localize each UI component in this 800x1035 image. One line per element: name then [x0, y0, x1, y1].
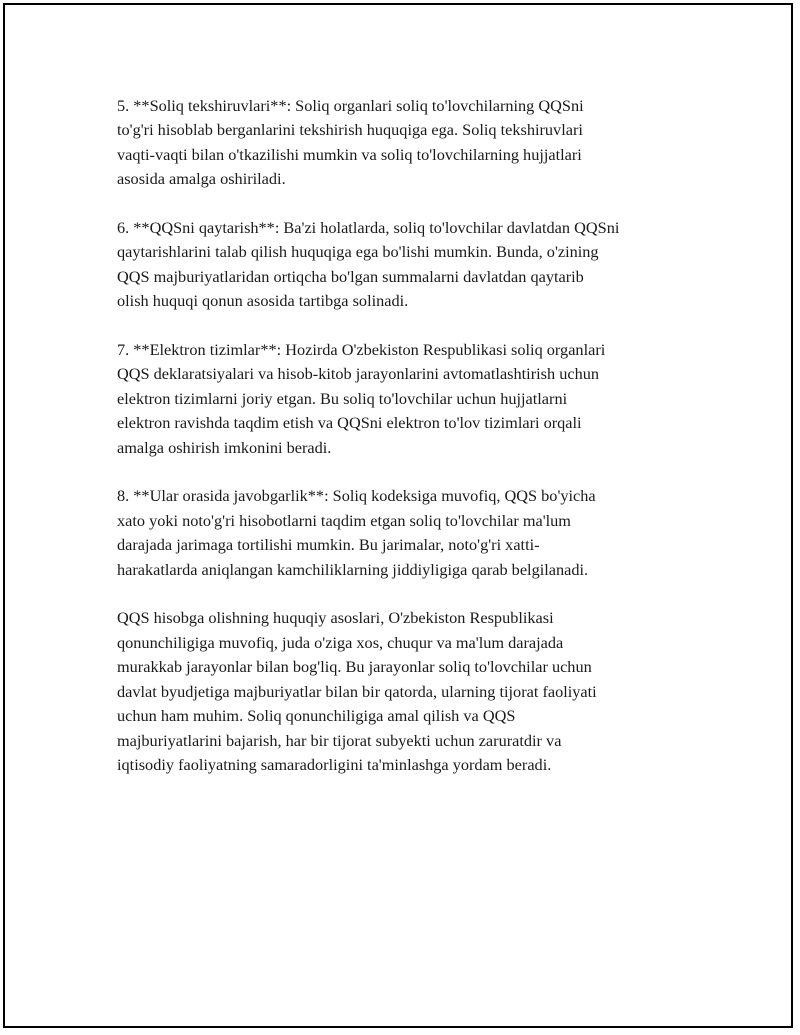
text-line: QQS majburiyatlaridan ortiqcha bo'lgan summalarni davlatdan qaytarib — [117, 266, 584, 286]
text-line: olish huquqi qonun asosida tartibga solinadi. — [117, 291, 409, 311]
text-line: asosida amalga oshiriladi. — [117, 169, 286, 189]
text-line: elektron ravishda taqdim etish va QQSni elektron to'lov tizimlari orqali — [117, 413, 582, 433]
text-line: majburiyatlarini bajarish, har bir tijorat subyekti uchun zaruratdir va — [117, 730, 562, 750]
document-body — [117, 94, 697, 802]
paragraph-javobgarlik — [117, 484, 697, 582]
text-line: xato yoki noto'g'ri hisobotlarni taqdim etgan soliq to'lovchilar ma'lum — [117, 510, 571, 530]
text-line: darajada jarimaga tortilishi mumkin. Bu jarimalar, noto'g'ri xatti- — [117, 535, 540, 555]
text-line: qonunchiligiga muvofiq, juda o'ziga xos, chuqur va ma'lum darajada — [117, 632, 564, 652]
text-line: qaytarishlarini talab qilish huquqiga ega bo'lishi mumkin. Bunda, o'zining — [117, 242, 599, 262]
text-line: harakatlarda aniqlangan kamchiliklarning jiddiyligiga qarab belgilanadi. — [117, 559, 589, 579]
text-line: elektron tizimlarni joriy etgan. Bu soliq to'lovchilar uchun hujjatlarni — [117, 388, 568, 408]
text-line: QQS hisobga olishning huquqiy asoslari, O'zbekiston Respublikasi — [117, 608, 554, 628]
text-line: 8. **Ular orasida javobgarlik**: Soliq kodeksiga muvofiq, QQS bo'yicha — [117, 486, 596, 506]
paragraph-soliq-tekshiruvlari — [117, 94, 697, 192]
text-line: uchun ham muhim. Soliq qonunchiligiga amal qilish va QQS — [117, 706, 516, 726]
text-line: QQS deklaratsiyalari va hisob-kitob jarayonlarini avtomatlashtirish uchun — [117, 364, 599, 384]
paragraph-qqsni-qaytarish — [117, 216, 697, 314]
text-line: 7. **Elektron tizimlar**: Hozirda O'zbekiston Respublikasi soliq organlari — [117, 340, 606, 360]
text-line: 6. **QQSni qaytarish**: Ba'zi holatlarda, soliq to'lovchilar davlatdan QQSni — [117, 218, 620, 238]
text-line: vaqti-vaqti bilan o'tkazilishi mumkin va soliq to'lovchilarning hujjatlari — [117, 144, 582, 164]
text-line: murakkab jarayonlar bilan bog'liq. Bu jarayonlar soliq to'lovchilar uchun — [117, 657, 592, 677]
text-line: 5. **Soliq tekshiruvlari**: Soliq organlari soliq to'lovchilarning QQSni — [117, 96, 584, 115]
text-line: to'g'ri hisoblab berganlarini tekshirish huquqiga ega. Soliq tekshiruvlari — [117, 120, 583, 140]
text-line: amalga oshirish imkonini beradi. — [117, 437, 332, 457]
paragraph-conclusion — [117, 606, 697, 777]
paragraph-elektron-tizimlar — [117, 338, 697, 460]
text-line: iqtisodiy faoliyatning samaradorligini ta'minlashga yordam beradi. — [117, 754, 552, 774]
text-line: davlat byudjetiga majburiyatlar bilan bir qatorda, ularning tijorat faoliyati — [117, 681, 597, 701]
